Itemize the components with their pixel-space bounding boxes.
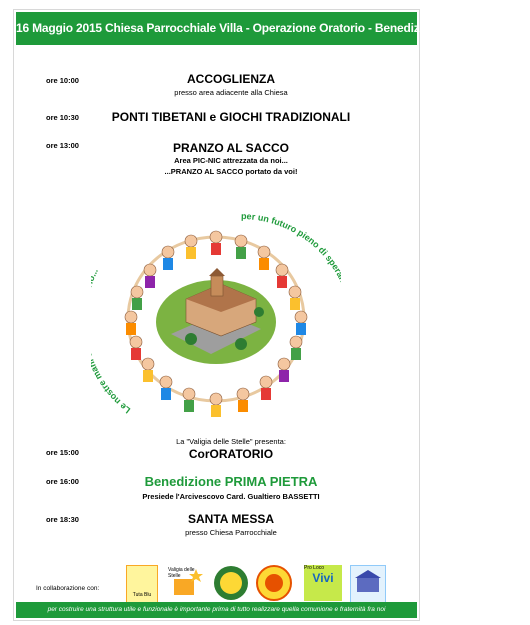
time-label: ore 16:00: [46, 477, 79, 486]
time-label: ore 13:00: [46, 141, 79, 150]
partner-logos: [126, 565, 416, 601]
collaboration-label: In collaborazione con:: [36, 585, 100, 592]
event-subtitle: Presiede l'Arcivescovo Card. Gualtiero BASSETTI: [142, 492, 320, 501]
children-circle-illustration: [91, 204, 341, 429]
flyer-page: [14, 10, 530, 620]
right-arc-text: per un futuro pieno di spe: [240, 210, 341, 272]
time-label: ore 10:30: [46, 113, 79, 122]
time-label: ore 15:00: [46, 448, 79, 457]
top-banner: 16 Maggio 2015 Chiesa Parrocchiale Villa - Operazione Oratorio - Benedizione PRIMA PIETRA: [16, 12, 417, 45]
orange-seal-logo-icon: [256, 565, 292, 601]
event-subtitle: presso area adiacente alla Chiesa: [174, 88, 288, 97]
stars-suitcase-logo-icon: Valigia delle Stelle: [166, 565, 206, 601]
event-subtitle: presso Chiesa Parrocchiale: [185, 528, 277, 537]
event-title: SANTA MESSA: [187, 512, 274, 526]
event-title: CorORATORIO: [188, 447, 274, 461]
left-arc-text: Le nostre m: [91, 369, 133, 416]
time-label: ore 10:00: [46, 76, 79, 85]
event-subtitle: Area PIC-NIC attrezzata da noi...: [174, 156, 288, 165]
bottom-banner: per costruire una struttura utile e funzionale è importante prima di tutto realizzare quella comunione e fraternità fra noi: [16, 602, 417, 618]
event-title: ACCOGLIENZA: [187, 72, 275, 86]
event-subtitle-2: ...PRANZO AL SACCO portato da voi!: [164, 167, 298, 176]
time-label: ore 18:30: [46, 515, 79, 524]
sun-logo-icon: Tuta Blu: [126, 565, 158, 603]
event-pretitle: La "Valigia delle Stelle" presenta:: [176, 437, 286, 446]
children-circle-svg: [91, 204, 341, 429]
event-title: PRANZO AL SACCO: [172, 141, 289, 155]
church-aerial-icon: [156, 268, 276, 364]
green-seal-logo-icon: [213, 565, 249, 601]
event-title: PONTI TIBETANI e GIOCHI TRADIZIONALI: [111, 110, 351, 124]
building-logo-icon: [350, 565, 386, 603]
vivi-logo-icon: Pro Loco Vivi: [304, 565, 342, 601]
event-title: Benedizione PRIMA PIETRA: [144, 474, 318, 489]
